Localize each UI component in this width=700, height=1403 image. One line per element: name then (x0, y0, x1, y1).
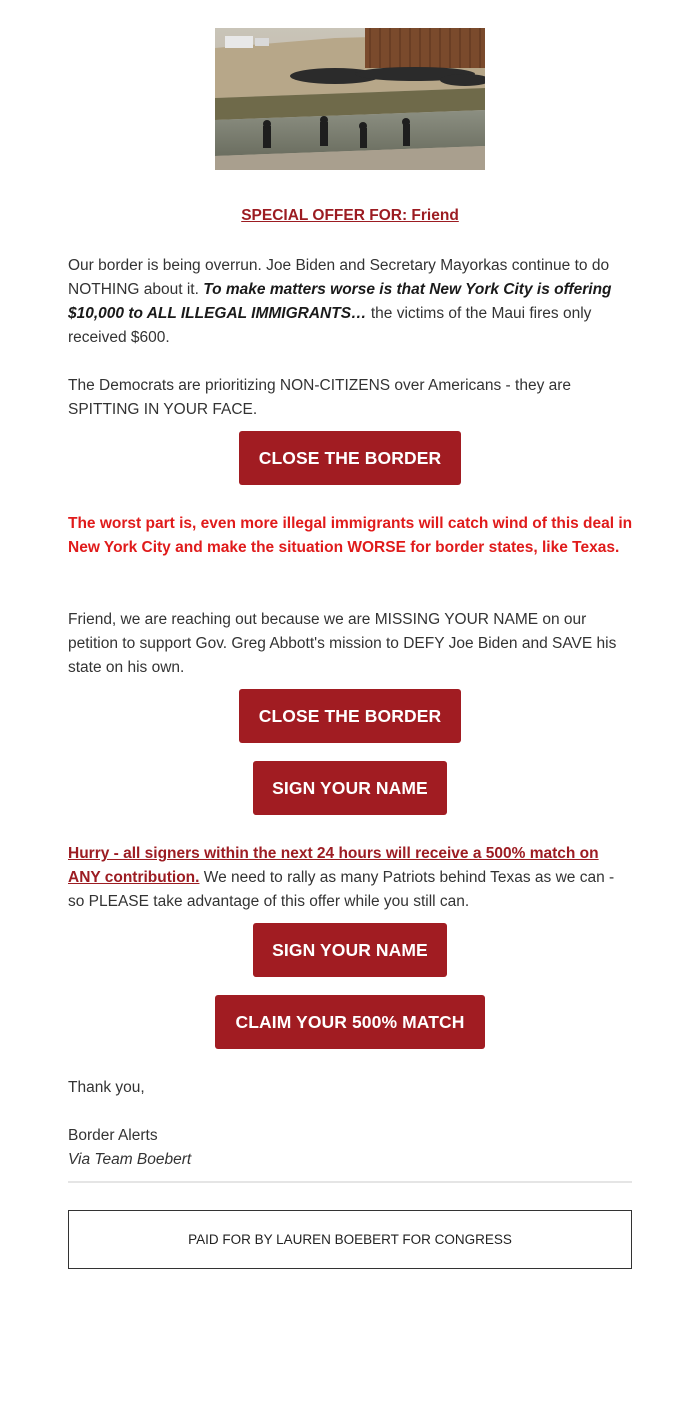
thanks-text: Thank you, (68, 1079, 145, 1096)
warning-paragraph: The worst part is, even more illegal immigrants will catch wind of this deal in New York City and make the situation WORSE for border states, like Texas. (68, 515, 633, 556)
sender-via: Via Team Boebert (68, 1151, 192, 1168)
petition-paragraph: Friend, we are reaching out because we are MISSING YOUR NAME on our petition to support Gov. Greg Abbott's mission to DEFY Joe Biden and SAVE his state on his own. (68, 611, 617, 676)
special-offer-header (0, 207, 700, 225)
intro-paragraph (68, 254, 634, 350)
democrats-paragraph: The Democrats are prioritizing NON-CITIZENS over Americans - they are SPITTING IN YOUR FACE. (68, 377, 572, 418)
claim-match-button[interactable]: CLAIM YOUR 500% MATCH (215, 995, 485, 1049)
intro-text-2: the victims of the Maui fires only received $600. (68, 305, 592, 346)
hero-image (215, 28, 485, 170)
sender-name: Border Alerts (68, 1127, 158, 1144)
special-offer-link[interactable]: SPECIAL OFFER FOR: Friend (241, 207, 459, 224)
close-border-button-1[interactable]: CLOSE THE BORDER (239, 431, 461, 485)
hurry-rest-text: We need to rally as many Patriots behind Texas as we can - so PLEASE take advantage of this offer while you still can. (68, 869, 615, 910)
sign-name-button-2[interactable]: SIGN YOUR NAME (253, 923, 447, 977)
intro-emphasis: To make matters worse is that New York City is offering $10,000 to ALL ILLEGAL IMMIGRANTS… (68, 281, 612, 322)
paid-for-disclaimer: PAID FOR BY LAUREN BOEBERT FOR CONGRESS (68, 1210, 632, 1269)
footer-divider (68, 1181, 632, 1183)
intro-text-1: Our border is being overrun. Joe Biden and Secretary Mayorkas continue to do NOTHING about it. (68, 257, 610, 298)
hurry-match-link[interactable]: Hurry - all signers within the next 24 hours will receive a 500% match on ANY contribution. (68, 845, 599, 886)
close-border-button-2[interactable]: CLOSE THE BORDER (239, 689, 461, 743)
hurry-paragraph (68, 842, 634, 914)
sign-name-button-1[interactable]: SIGN YOUR NAME (253, 761, 447, 815)
